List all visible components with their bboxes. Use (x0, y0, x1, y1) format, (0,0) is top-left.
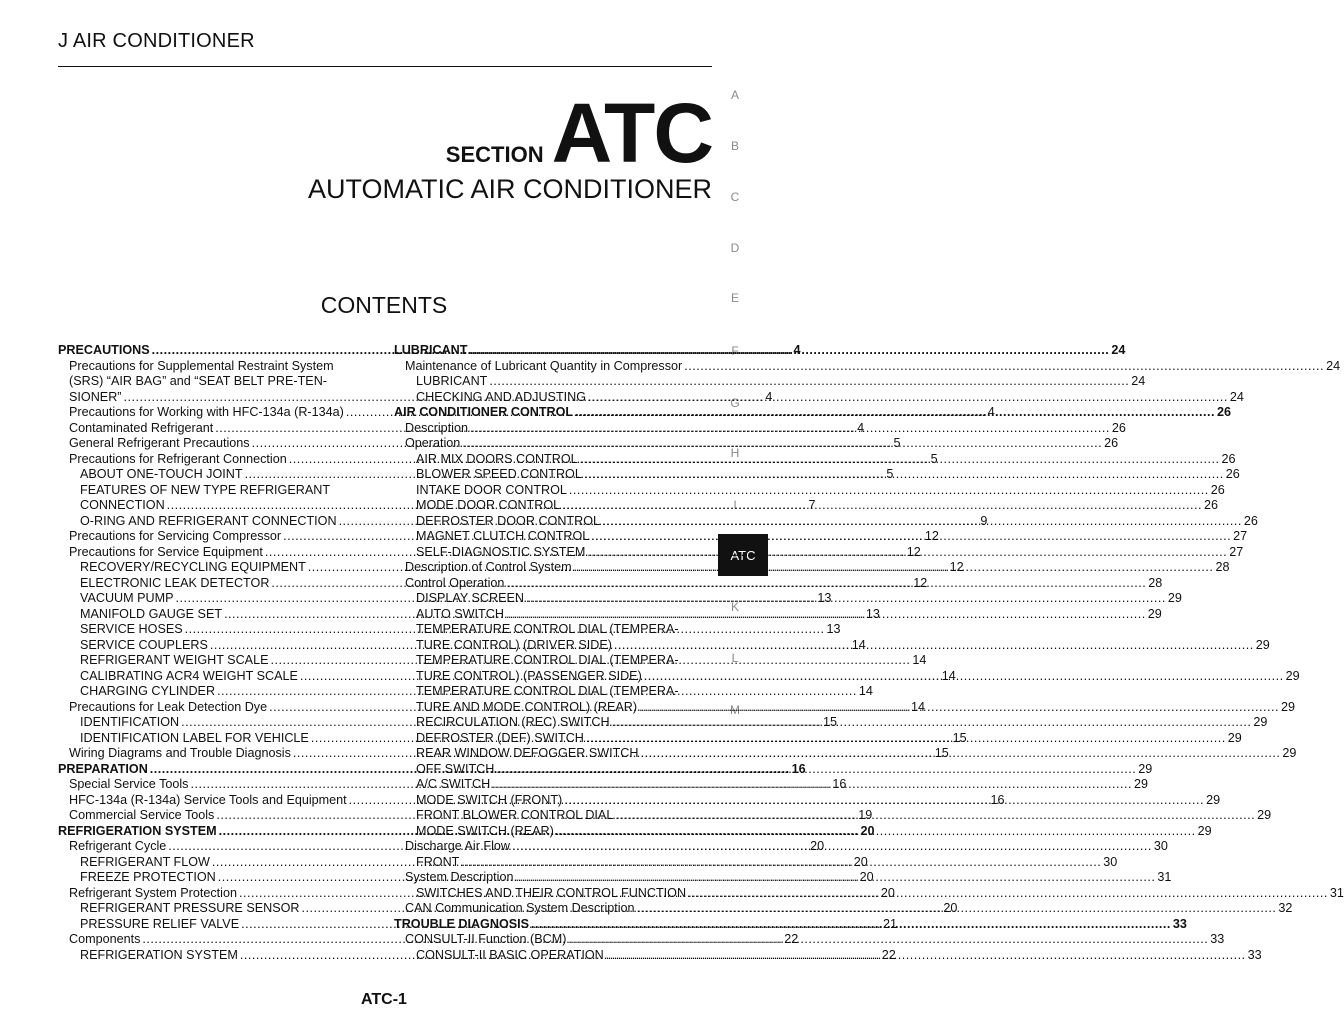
toc-leader-dots (490, 777, 1134, 793)
toc-entry-title: Discharge Air Flow (405, 839, 510, 853)
toc-entry-title: PREPARATION (58, 761, 148, 776)
toc-entry-title: FRONT BLOWER CONTROL DIAL (416, 808, 614, 822)
section-heading (445, 86, 712, 180)
toc-entry[interactable] (394, 498, 1218, 514)
toc-entry-title: BLOWER SPEED CONTROL (416, 467, 582, 481)
section-title: AUTOMATIC AIR CONDITIONER (307, 174, 712, 204)
toc-page-number: 20 (943, 901, 958, 915)
toc-page-number: 24 (1131, 374, 1146, 388)
toc-entry-title: VACUUM PUMP (80, 591, 174, 605)
toc-entry-title: Precautions for Service Equipment (69, 544, 263, 559)
chapter-title: J AIR CONDITIONER (58, 30, 255, 52)
toc-page-number: 7 (808, 498, 816, 512)
section-code: ATC (551, 86, 712, 180)
toc-page-number: 24 (1229, 389, 1244, 404)
toc-entry-title: Components (69, 932, 141, 946)
toc-leader-dots (459, 855, 1103, 871)
toc-leader-dots (686, 886, 1330, 902)
toc-entry-title: Refrigerant Cycle (69, 839, 167, 853)
toc-page-number: 24 (1111, 343, 1126, 357)
toc-entry[interactable] (394, 513, 1258, 530)
toc-page-number: 26 (1243, 513, 1258, 528)
side-index-tab-k[interactable]: K (730, 600, 739, 614)
toc-page-number: 29 (1167, 591, 1182, 605)
toc-leader-dots (487, 374, 1131, 390)
toc-entry-title: Special Service Tools (69, 777, 189, 791)
toc-page-number: 33 (1210, 932, 1225, 946)
toc-page-number: 26 (1104, 436, 1119, 450)
toc-entry-title: SELF-DIAGNOSTIC SYSTEM (416, 544, 586, 559)
toc-entry-title: CONSULT-II BASIC OPERATION (416, 947, 604, 962)
toc-entry-title: TURE CONTROL) (DRIVER SIDE) (416, 637, 612, 652)
toc-entry[interactable] (394, 467, 1240, 483)
toc-entry (394, 653, 709, 669)
toc-entry-title: Control Operation (405, 575, 505, 590)
toc-entry-title: TEMPERATURE CONTROL DIAL (TEMPERA- (416, 653, 679, 667)
toc-leader-dots (584, 731, 1228, 747)
toc-page-number: 31 (1329, 885, 1344, 900)
toc-entry[interactable] (394, 358, 1341, 375)
toc-page-number: 29 (1134, 777, 1149, 791)
toc-leader-dots (510, 839, 1154, 855)
toc-leader-dots (467, 343, 1111, 359)
toc-entry-title: (SRS) “AIR BAG” and “SEAT BELT PRE-TEN- (69, 374, 327, 388)
toc-leader-dots (573, 405, 1217, 421)
toc-entry-title: General Refrigerant Precautions (69, 436, 250, 450)
side-index-tab-i[interactable]: I (733, 498, 737, 512)
toc-page-number: 28 (1215, 560, 1230, 574)
toc-entry-title: MODE SWITCH (REAR) (416, 823, 554, 838)
toc-entry-title: A/C SWITCH (416, 777, 491, 791)
toc-leader-dots (610, 715, 1254, 731)
toc-page-number: 5 (893, 436, 901, 450)
toc-leader-dots (572, 560, 1216, 576)
toc-entry (58, 359, 374, 375)
toc-entry-title: SIONER” (69, 389, 122, 404)
toc-leader-dots (560, 498, 1204, 514)
toc-entry[interactable] (394, 482, 1225, 499)
page-number: ATC-1 (361, 991, 407, 1008)
toc-entry-title: Precautions for Leak Detection Dye (69, 699, 268, 714)
toc-entry-title: ABOUT ONE-TOUCH JOINT (80, 467, 243, 481)
toc-page-number: 30 (1153, 839, 1168, 853)
toc-leader-dots (567, 483, 1211, 499)
toc-leader-dots (513, 870, 1157, 886)
toc-entry-title: MODE DOOR CONTROL (416, 498, 561, 512)
toc-page-number: 28 (1148, 575, 1163, 590)
toc-page-number: 29 (1197, 823, 1212, 838)
toc-page-number: 29 (1285, 668, 1300, 683)
toc-entry-title: REFRIGERANT PRESSURE SENSOR (80, 901, 300, 915)
side-index-tab-m[interactable]: M (730, 703, 740, 717)
toc-leader-dots (589, 529, 1233, 545)
toc-page-number: 12 (924, 529, 939, 543)
side-index-tab-atc-active[interactable]: ATC (718, 534, 768, 576)
toc-leader-dots (460, 436, 1104, 452)
toc-leader-dots (638, 746, 1282, 762)
toc-entry[interactable] (394, 436, 1119, 452)
toc-page-number: 5 (886, 467, 894, 481)
toc-page-number: 4 (765, 389, 773, 404)
toc-page-number: 33 (1172, 916, 1187, 931)
toc-leader-dots (504, 576, 1148, 592)
toc-entry-title: DISPLAY SCREEN (416, 591, 525, 605)
side-index-tab-e[interactable]: E (730, 291, 739, 305)
toc-page-number: 29 (1206, 792, 1221, 807)
toc-entry-title: MANIFOLD GAUGE SET (80, 606, 223, 621)
toc-entry-title: CONNECTION (80, 498, 165, 512)
toc-leader-dots (468, 421, 1112, 437)
toc-entry-title: RECOVERY/RECYCLING EQUIPMENT (80, 560, 306, 574)
toc-page-number: 5 (930, 451, 938, 466)
toc-entry-title: Wiring Diagrams and Trouble Diagnosis (69, 746, 291, 760)
toc-entry-title: TEMPERATURE CONTROL DIAL (TEMPERA- (416, 622, 679, 636)
header-rule (58, 66, 712, 67)
toc-page-number: 29 (1138, 761, 1153, 776)
toc-entry[interactable] (394, 420, 1126, 437)
toc-page-number: 4 (987, 405, 995, 419)
toc-entry-title: System Description (405, 870, 514, 884)
toc-page-number: 15 (822, 715, 837, 729)
toc-entry-title: AUTO SWITCH (416, 606, 504, 621)
toc-leader-dots (604, 948, 1248, 964)
toc-page-number: 20 (810, 839, 825, 853)
toc-entry-title: SERVICE COUPLERS (80, 637, 208, 652)
toc-leader-dots (494, 762, 1138, 778)
toc-leader-dots (586, 390, 1230, 406)
toc-page-number: 33 (1247, 947, 1262, 962)
toc-leader-dots (585, 545, 1229, 561)
toc-page-number: 27 (1233, 529, 1248, 543)
toc-page-number: 32 (1278, 901, 1293, 915)
toc-entry (394, 622, 709, 638)
toc-entry-title: CHARGING CYLINDER (80, 684, 216, 698)
toc-entry-title: IDENTIFICATION (80, 715, 180, 729)
toc-entry-title: PRECAUTIONS (58, 343, 150, 357)
toc-entry-title: Refrigerant System Protection (69, 885, 237, 900)
toc-entry-title: MAGNET CLUTCH CONTROL (416, 529, 590, 543)
side-index-tab-d[interactable]: D (730, 241, 740, 255)
toc-entry-title: CHECKING AND ADJUSTING (416, 389, 587, 404)
toc-entry-title: LUBRICANT (394, 343, 468, 357)
side-index-tab-b[interactable]: B (730, 139, 739, 153)
toc-entry-title: DEFROSTER DOOR CONTROL (416, 513, 601, 528)
toc-page-number: 4 (793, 343, 801, 357)
toc-page-number: 14 (851, 637, 866, 652)
toc-page-number: 27 (1229, 544, 1244, 559)
toc-entry-title: HFC-134a (R-134a) Service Tools and Equipment (69, 792, 347, 807)
toc-entry-title: Description of Control System (405, 560, 572, 574)
toc-page-number: 26 (1203, 498, 1218, 512)
toc-entry-title: TURE CONTROL) (PASSENGER SIDE) (416, 668, 642, 683)
toc-page-number: 24 (1326, 358, 1341, 373)
toc-page-number: 26 (1221, 451, 1236, 466)
side-index-tab-l[interactable]: L (731, 651, 739, 665)
toc-entry[interactable] (394, 451, 1236, 468)
side-index-tab-c[interactable]: C (730, 190, 740, 204)
toc-page-number: 15 (952, 730, 967, 745)
toc-leader-dots (613, 808, 1257, 824)
side-index-tab-f[interactable]: F (731, 344, 739, 358)
toc-page-number: 13 (817, 591, 832, 605)
toc-page-number: 16 (791, 761, 806, 776)
toc-leader-dots (637, 700, 1281, 716)
toc-entry-title: REAR WINDOW DEFOGGER SWITCH (416, 746, 639, 760)
toc-leader-dots (578, 452, 1222, 468)
toc-entry-title: Precautions for Servicing Compressor (69, 529, 282, 543)
toc-entry[interactable] (394, 374, 1146, 390)
toc-leader-dots (600, 514, 1244, 530)
toc-entry-title: FRONT (416, 854, 460, 869)
toc-page-number: 31 (1157, 870, 1172, 884)
toc-page-number: 22 (881, 947, 896, 962)
side-index-tab-a[interactable]: A (730, 88, 739, 102)
toc-entry-title: IDENTIFICATION LABEL FOR VEHICLE (80, 730, 309, 745)
toc-entry-title: CONSULT-II Function (BCM) (405, 932, 567, 946)
side-index-tab-h[interactable]: H (730, 446, 740, 460)
section-word: SECTION (445, 142, 544, 167)
toc-page-number: 22 (784, 932, 799, 946)
toc-page-number: 16 (990, 792, 1005, 807)
toc-page-number: 26 (1210, 482, 1225, 497)
toc-page-number: 29 (1280, 699, 1295, 714)
toc-page-number: 12 (906, 544, 921, 559)
toc-entry[interactable] (394, 389, 1244, 406)
toc-page-number: 26 (1216, 405, 1231, 419)
toc-leader-dots (582, 467, 1226, 483)
toc-leader-dots (554, 824, 1198, 840)
toc-leader-dots (529, 917, 1173, 933)
toc-entry-title: AIR MIX DOORS CONTROL (416, 451, 578, 466)
toc-page-number: 12 (913, 575, 928, 590)
toc-page-number: 21 (882, 916, 897, 931)
toc-leader-dots (504, 607, 1148, 623)
toc-page-number: 14 (910, 699, 925, 714)
toc-entry-title: RECIRCULATION (REC) SWITCH (416, 715, 610, 729)
toc-section-heading[interactable] (394, 405, 1231, 421)
toc-leader-dots (612, 638, 1256, 654)
toc-page-number: 4 (857, 420, 865, 435)
side-index-tab-g[interactable]: G (730, 396, 740, 410)
toc-page-number: 29 (1253, 715, 1268, 729)
toc-page-number: 20 (853, 854, 868, 869)
toc-entry-title: PRESSURE RELIEF VALVE (80, 916, 240, 931)
toc-leader-dots (562, 793, 1206, 809)
toc-page-number: 12 (949, 560, 964, 574)
toc-entry-title: Commercial Service Tools (69, 808, 215, 822)
toc-page-number: 29 (1257, 808, 1272, 822)
toc-entry-title: FEATURES OF NEW TYPE REFRIGERANT (80, 482, 331, 497)
toc-leader-dots (635, 901, 1279, 917)
toc-entry-title: OFF SWITCH (416, 761, 495, 776)
toc-entry-title: O-RING AND REFRIGERANT CONNECTION (80, 513, 337, 528)
contents-heading: CONTENTS (320, 292, 448, 318)
toc-entry-title: Maintenance of Lubricant Quantity in Compressor (405, 358, 683, 373)
toc-entry-title: ELECTRONIC LEAK DETECTOR (80, 575, 270, 590)
toc-entry-title: AIR CONDITIONER CONTROL (394, 405, 574, 419)
toc-page-number: 29 (1255, 637, 1270, 652)
toc-entry-title: Contaminated Refrigerant (69, 420, 214, 435)
toc-page-number: 16 (832, 777, 847, 791)
toc-entry-title: TROUBLE DIAGNOSIS (394, 916, 530, 931)
toc-entry-title: CAN Communication System Description (405, 901, 635, 915)
toc-entry (58, 483, 374, 499)
toc-page-number: 29 (1147, 606, 1162, 621)
toc-section-heading[interactable] (394, 343, 1126, 359)
toc-page-number: 26 (1225, 467, 1240, 481)
toc-page-number: 14 (941, 668, 956, 683)
toc-page-number: 29 (1227, 730, 1242, 745)
toc-page-number: 20 (860, 823, 875, 838)
toc-entry (58, 374, 374, 390)
toc-page-number: 19 (858, 808, 873, 822)
toc-entry-title: DEFROSTER (DEF) SWITCH (416, 730, 584, 745)
toc-page-number: 20 (880, 885, 895, 900)
toc-page-number: 14 (912, 653, 927, 667)
toc-entry-title: TEMPERATURE CONTROL DIAL (TEMPERA- (416, 684, 679, 698)
toc-leader-dots (642, 669, 1286, 685)
toc-page-number: 29 (1282, 746, 1297, 760)
toc-page-number: 9 (980, 513, 988, 528)
toc-entry-title: CALIBRATING ACR4 WEIGHT SCALE (80, 668, 298, 683)
toc-entry-title: SWITCHES AND THEIR CONTROL FUNCTION (416, 885, 687, 900)
toc-entry-title: SERVICE HOSES (80, 622, 183, 636)
toc-page-number: 30 (1103, 854, 1118, 869)
toc-entry-title: REFRIGERATION SYSTEM (58, 823, 217, 838)
toc-entry-title: Operation (405, 436, 461, 450)
toc-leader-dots (682, 359, 1326, 375)
toc-entry-title: Precautions for Refrigerant Connection (69, 451, 287, 466)
toc-entry-title: LUBRICANT (416, 374, 488, 388)
toc-entry-title: Precautions for Working with HFC-134a (R-134a) (69, 405, 344, 419)
toc-leader-dots (566, 932, 1210, 948)
toc-leader-dots (524, 591, 1168, 607)
toc-entry (394, 684, 709, 700)
toc-page-number: 26 (1111, 420, 1126, 435)
toc-page-number: 14 (858, 684, 873, 698)
toc-entry-title: Precautions for Supplemental Restraint System (69, 358, 334, 373)
toc-entry-title: TURE AND MODE CONTROL) (REAR) (416, 699, 638, 714)
toc-entry-title: REFRIGERATION SYSTEM (80, 947, 238, 962)
toc-page-number: 20 (859, 870, 874, 884)
toc-page-number: 13 (826, 622, 841, 636)
toc-page-number: 15 (934, 746, 949, 760)
toc-entry-title: REFRIGERANT FLOW (80, 854, 210, 869)
toc-page-number: 13 (865, 606, 880, 621)
toc-entry-title: INTAKE DOOR CONTROL (416, 482, 567, 497)
toc-entry-title: Description (405, 420, 468, 435)
toc-entry-title: MODE SWITCH (FRONT) (416, 792, 563, 807)
toc-entry-title: FREEZE PROTECTION (80, 870, 216, 884)
toc-entry-title: REFRIGERANT WEIGHT SCALE (80, 653, 269, 667)
